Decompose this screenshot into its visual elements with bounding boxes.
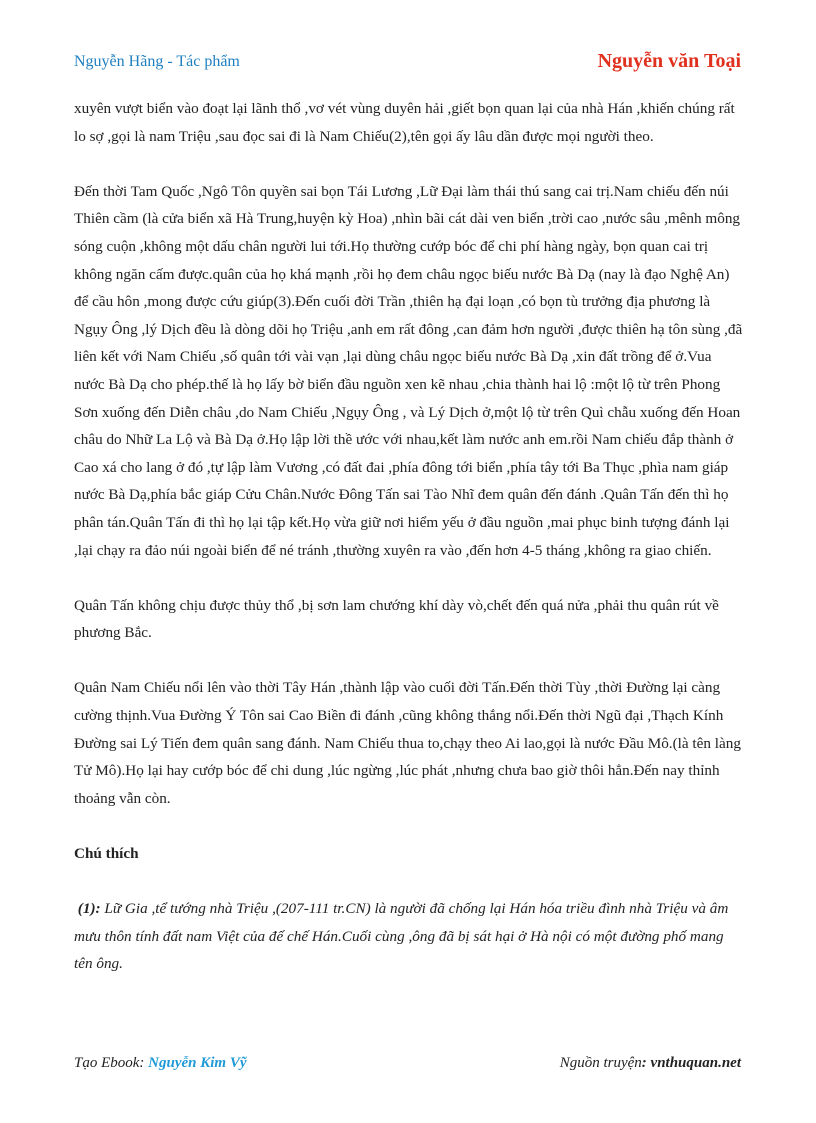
- source-label: Nguồn truyện: [559, 1055, 642, 1071]
- ebook-separator: :: [139, 1055, 145, 1071]
- footnote-text: Lữ Gia ,tể tướng nhà Triệu ,(207-111 tr.CN) là người đã chống lại Hán hóa triều đình nhà Triệu và âm mưu thôn tính đất nam Việt của đế chế Hán.Cuối cùng ,ông đã bị sát hại ở Hà nội có một đường phố mang tên ông.: [74, 900, 729, 973]
- paragraph: Đến thời Tam Quốc ,Ngô Tôn quyền sai bọn Tái Lương ,Lữ Đại làm thái thú sang cai trị.Nam chiếu đến núi Thiên cầm (là cửa biển xã Hà Trung,huyện kỳ Hoa) ,nhìn bãi cát dài ven biển ,trời cao ,nước sâu ,mênh mông sóng cuộn ,không một dấu chân người lui tới.Họ thường cướp bóc để chi phí hàng ngày, bọn quan cai trị không ngăn cấm được.quân của họ khá mạnh ,rồi họ đem châu ngọc biếu nước Bà Dạ (nay là đạo Nghệ An) để cầu hôn ,mong được cứu giúp(3).Đến cuối đời Trần ,thiên hạ đại loạn ,có bọn tù trưởng địa phương là Ngụy Ông ,lý Dịch đều là dòng dõi họ Triệu ,anh em rất đông ,can đảm hơn người ,được thiên hạ tôn sùng ,đã liên kết với Nam Chiếu ,số quân tới vài vạn ,lại dùng châu ngọc biếu nước Bà Dạ ,xin đất trồng để ở.Vua nước Bà Dạ cho phép.thế là họ lấy bờ biển đầu nguồn xen kẽ nhau ,chia thành hai lộ :một lộ từ trên Phong Sơn xuống đến Diễn châu ,do Nam Chiếu ,Ngụy Ông , và Lý Dịch ở,một lộ từ trên Quì chẫu xuống đến Hoan châu do Nhữ La Lộ và Bà Dạ ở.Họ lập lời thề ước với nhau,kết làm nước anh em.rồi Nam chiếu đắp thành ở Cao xá cho lang ở đó ,tự lập làm Vương ,có đất đai ,phía đông tới biển ,phía tây tới Ba Thục ,phìa nam giáp nước Bà Dạ,phía bắc giáp Cửu Chân.Nước Đông Tấn sai Tào Nhĩ đem quân đến đánh .Quân Tấn đến thì họ phân tán.Quân Tấn đi thì họ lại tập kết.Họ vừa giữ nơi hiểm yếu ở đầu nguồn ,mai phục binh tượng đánh lại ,lại chạy ra đảo núi ngoài biển để né tránh ,thường xuyên ra vào ,đến hơn 4-5 tháng ,không ra giao chiến.: [74, 182, 743, 559]
- footer-ebook-credit: [74, 1055, 247, 1072]
- header-author-title: Nguyễn Hãng - Tác phẩm: [74, 53, 240, 70]
- header-translator: Nguyễn văn Toại: [597, 50, 741, 72]
- paragraph: xuyên vượt biển vào đoạt lại lãnh thổ ,vơ vét vùng duyên hải ,giết bọn quan lại của nhà Hán ,khiến chúng rất lo sợ ,gọi là nam Triệu ,sau đọc sai đi là Nam Chiếu(2),tên gọi ấy lâu dần được mọi người theo.: [74, 100, 735, 145]
- footnote: [74, 895, 744, 978]
- footer-source-credit: [560, 1055, 741, 1072]
- ebook-label: Tạo Ebook: [74, 1055, 140, 1071]
- document-body: [74, 95, 744, 1006]
- notes-section: [74, 840, 744, 978]
- notes-heading: Chú thích: [74, 845, 139, 863]
- ebook-creator-name: Nguyễn Kim Vỹ: [148, 1055, 247, 1071]
- footnote-marker: (1):: [77, 900, 101, 918]
- source-site: vnthuquan.net: [650, 1055, 741, 1071]
- paragraph: Quân Nam Chiếu nổi lên vào thời Tây Hán ,thành lập vào cuối đời Tấn.Đến thời Tùy ,thời Đường lại càng cường thịnh.Vua Đường Ý Tôn sai Cao Biền đi đánh ,cũng không thắng nổi.Đến thời Ngũ đại ,Thạch Kính Đường sai Lý Tiến đem quân sang đánh. Nam Chiếu thua to,chạy theo Ai lao,gọi là nước Đầu Mô.(là tên làng Tử Mô).Họ lại hay cướp bóc để chi dung ,lúc ngừng ,lúc phát ,nhưng chưa bao giờ thôi hẳn.Đến nay thỉnh thoảng vẫn còn.: [74, 679, 741, 807]
- page-header: [74, 50, 741, 78]
- paragraph: Quân Tấn không chịu được thủy thổ ,bị sơn lam chướng khí dày vò,chết đến quá nửa ,phải thu quân rút về phương Bắc.: [74, 596, 719, 642]
- source-separator: :: [641, 1055, 647, 1071]
